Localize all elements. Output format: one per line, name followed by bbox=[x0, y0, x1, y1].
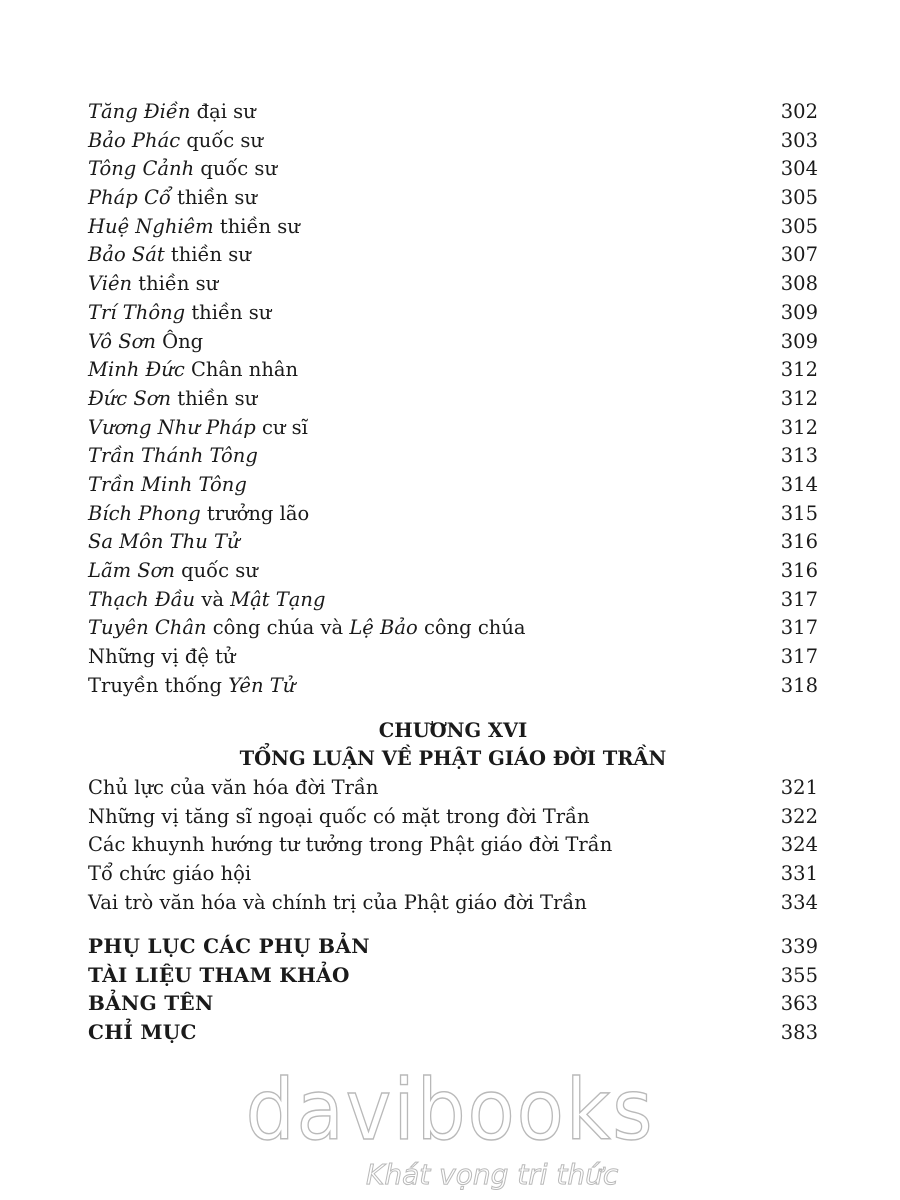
page-number: 324 bbox=[780, 833, 818, 857]
toc-entry: Thạch Đầu và Mật Tạng 317 bbox=[88, 586, 818, 615]
watermark-brand: davibooks bbox=[245, 1061, 655, 1159]
page-number: 307 bbox=[780, 243, 818, 267]
page-number: 304 bbox=[780, 157, 818, 181]
page-number: 305 bbox=[780, 214, 818, 238]
toc-entry: BẢNG TÊN 363 bbox=[88, 989, 818, 1018]
page-number: 334 bbox=[780, 890, 818, 914]
toc-section-a bbox=[88, 98, 818, 700]
toc-entry: Truyền thống Yên Tử 318 bbox=[88, 672, 818, 701]
chapter-number: CHƯƠNG XVI bbox=[378, 719, 528, 742]
toc-entry: Trí Thông thiền sư 309 bbox=[88, 299, 818, 328]
toc-entry: Minh Đức Chân nhân 312 bbox=[88, 356, 818, 385]
page-number: 313 bbox=[780, 444, 818, 468]
toc-entry: Tổ chức giáo hội 331 bbox=[88, 860, 818, 889]
toc-entry: Bích Phong trưởng lão 315 bbox=[88, 500, 818, 529]
toc-entry: TÀI LIỆU THAM KHẢO 355 bbox=[88, 961, 818, 990]
page-number: 316 bbox=[780, 530, 818, 554]
page-number: 317 bbox=[780, 616, 818, 640]
page-number: 309 bbox=[780, 300, 818, 324]
page-number: 318 bbox=[780, 673, 818, 697]
page-number: 317 bbox=[780, 587, 818, 611]
page-number: 312 bbox=[780, 386, 818, 410]
toc-entry: CHỈ MỤC 383 bbox=[88, 1018, 818, 1047]
page-number: 383 bbox=[780, 1021, 818, 1045]
toc-entry: Sa Môn Thu Tử 316 bbox=[88, 528, 818, 557]
toc-entry: Vai trò văn hóa và chính trị của Phật giáo đời Trần 334 bbox=[88, 889, 818, 918]
page-number: 317 bbox=[780, 645, 818, 669]
toc-entry: Những vị đệ tử 317 bbox=[88, 643, 818, 672]
toc-entry: Các khuynh hướng tư tưởng trong Phật giáo đời Trần 324 bbox=[88, 831, 818, 860]
page-number: 308 bbox=[780, 272, 818, 296]
toc-entry: Những vị tăng sĩ ngoại quốc có mặt trong đời Trần 322 bbox=[88, 803, 818, 832]
page-number: 363 bbox=[780, 992, 818, 1016]
toc-entry: Chủ lực của văn hóa đời Trần 321 bbox=[88, 774, 818, 803]
toc-entry: Bảo Phác quốc sư 303 bbox=[88, 127, 818, 156]
toc-entry: Tăng Điền đại sư 302 bbox=[88, 98, 818, 127]
toc-entry: Vô Sơn Ông 309 bbox=[88, 328, 818, 357]
toc-appendix bbox=[88, 932, 818, 1047]
page-number: 312 bbox=[780, 358, 818, 382]
page-number: 314 bbox=[780, 472, 818, 496]
toc-entry: Huệ Nghiêm thiền sư 305 bbox=[88, 213, 818, 242]
page-number: 321 bbox=[780, 776, 818, 799]
page-number: 339 bbox=[780, 935, 818, 958]
page-number: 355 bbox=[780, 963, 818, 987]
toc-entry: Tông Cảnh quốc sư 304 bbox=[88, 155, 818, 184]
watermark-tagline: Khát vọng tri thức bbox=[366, 1158, 619, 1191]
toc-entry: Lãm Sơn quốc sư 316 bbox=[88, 557, 818, 586]
page-number: 312 bbox=[780, 415, 818, 439]
toc-entry: Đức Sơn thiền sư 312 bbox=[88, 385, 818, 414]
page-number: 309 bbox=[780, 329, 818, 353]
page-number: 316 bbox=[780, 559, 818, 582]
toc-entry: Tuyên Chân công chúa và Lệ Bảo công chúa 317 bbox=[88, 614, 818, 643]
toc-entry: Viên thiền sư 308 bbox=[88, 270, 818, 299]
toc-entry: PHỤ LỤC CÁC PHỤ BẢN 339 bbox=[88, 932, 818, 961]
page-number: 315 bbox=[780, 501, 818, 525]
page-number: 331 bbox=[780, 862, 818, 886]
page-number: 322 bbox=[780, 804, 818, 828]
page-number: 302 bbox=[780, 100, 818, 123]
chapter-title: TỔNG LUẬN VỀ PHẬT GIÁO ĐỜI TRẦN bbox=[239, 747, 667, 770]
toc-entry: Pháp Cổ thiền sư 305 bbox=[88, 184, 818, 213]
page-number: 303 bbox=[780, 128, 818, 152]
page-number: 305 bbox=[780, 186, 818, 210]
toc-entry: Vương Như Pháp cư sĩ 312 bbox=[88, 414, 818, 443]
toc-entry: Trần Minh Tông 314 bbox=[88, 471, 818, 500]
toc-entry: Trần Thánh Tông 313 bbox=[88, 442, 818, 471]
toc-chapter-entries bbox=[88, 774, 818, 917]
toc-entry: Bảo Sát thiền sư 307 bbox=[88, 241, 818, 270]
